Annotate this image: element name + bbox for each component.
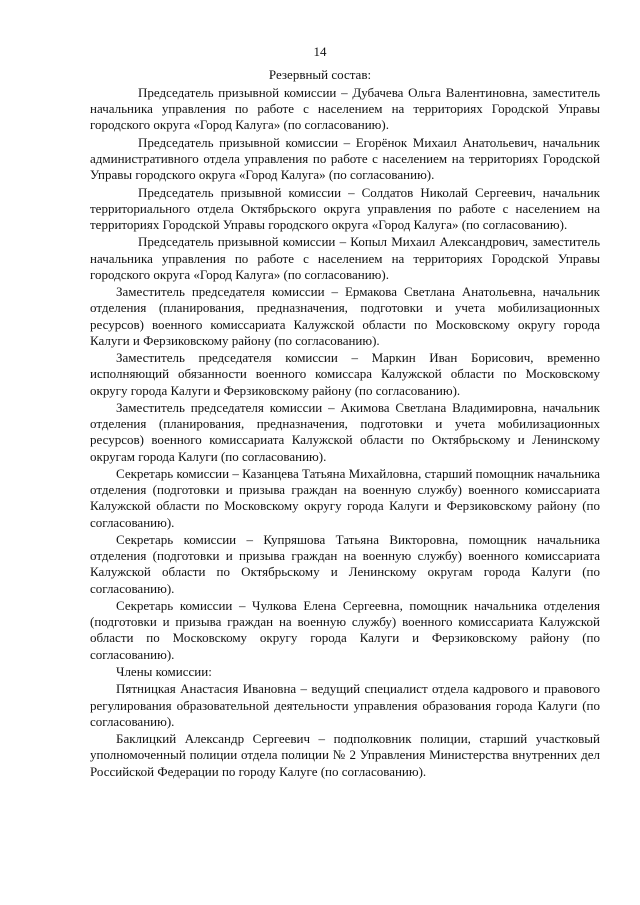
paragraph-chair-soldatov: Председатель призывной комиссии – Солдатов Николай Сергеевич, начальник территориального отдела Октябрьского округа управления по работе с населением на территориях Городской Управы городского округа «Город Калуга» (по согласованию). xyxy=(90,184,600,232)
paragraph-secretary-chulkova: Секретарь комиссии – Чулкова Елена Сергеевна, помощник начальника отделения (подготовки и призыва граждан на военную службу) военного комиссариата Калужской области по Московскому округу города Калуги и Ферзиковскому району (по согласованию). xyxy=(90,597,600,662)
paragraph-chair-kopyl: Председатель призывной комиссии – Копыл Михаил Александрович, заместитель начальника управления по работе с населением на территориях Городской Управы городского округа «Город Калуга» (по согласованию). xyxy=(90,234,600,282)
paragraph-deputy-akimova: Заместитель председателя комиссии – Акимова Светлана Владимировна, начальник отделения (планирования, предназначения, подготовки и учета мобилизационных ресурсов) военного комиссариата Калужской области по Октябрьскому и Ленинскому округам города Калуги (по согласованию). xyxy=(90,399,600,464)
paragraph-member-baklitsky: Баклицкий Александр Сергеевич – подполковник полиции, старший участковый уполномоченный полиции отдела полиции № 2 Управления Министерства внутренних дел Российской Федерации по городу Калуге (по согласованию). xyxy=(90,731,600,779)
page-number: 14 xyxy=(313,44,327,59)
paragraph-chair-dubacheva: Председатель призывной комиссии – Дубачева Ольга Валентиновна, заместитель начальника управления по работе с населением на территориях Городской Управы городского округа «Город Калуга» (по согласованию). xyxy=(90,85,600,133)
document-body xyxy=(90,85,600,781)
section-title: Резервный состав: xyxy=(268,67,372,82)
paragraph-deputy-ermakova: Заместитель председателя комиссии – Ермакова Светлана Анатольевна, начальник отделения (планирования, предназначения, подготовки и учета мобилизационных ресурсов) военного комиссариата Калужской области по Московскому округу города Калуги и Ферзиковскому району (по согласованию). xyxy=(90,284,600,348)
paragraph-secretary-kupryashova: Секретарь комиссии – Купряшова Татьяна Викторовна, помощник начальника отделения (подготовки и призыва граждан на военную службу) военного комиссариата Калужской области по Октябрьскому и Ленинскому округам города Калуги (по согласованию). xyxy=(90,531,600,596)
paragraph-secretary-kazantseva: Секретарь комиссии – Казанцева Татьяна Михайловна, старший помощник начальника отделения (подготовки и призыва граждан на военную службу) военного комиссариата Калужской области по Московскому округу города Калуги и Ферзиковскому району (по согласованию). xyxy=(90,465,600,530)
paragraph-deputy-markin: Заместитель председателя комиссии – Маркин Иван Борисович, временно исполняющий обязанности военного комиссара Калужской области по Московскому округу города Калуги и Ферзиковскому району (по согласованию). xyxy=(90,350,600,398)
paragraph-chair-egorenok: Председатель призывной комиссии – Егорёнок Михаил Анатольевич, начальник административного отдела управления по работе с населением на территориях Городской Управы городского округа «Город Калуга» (по согласованию). xyxy=(90,134,600,183)
paragraph-member-pyatnitskaya: Пятницкая Анастасия Ивановна – ведущий специалист отдела кадрового и правового регулирования образовательной деятельности управления образования города Калуги (по согласованию). xyxy=(90,681,600,729)
members-heading: Члены комиссии: xyxy=(116,663,212,679)
